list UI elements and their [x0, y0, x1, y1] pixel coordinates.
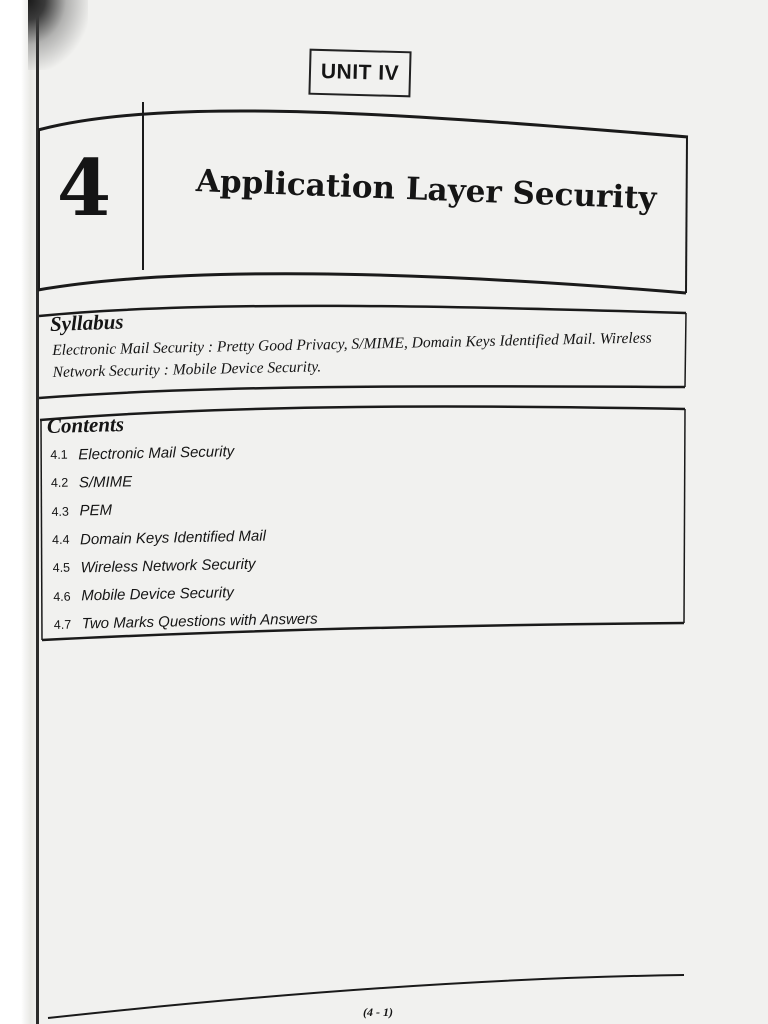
unit-label: UNIT IV	[320, 59, 400, 86]
syllabus-frame-top	[39, 306, 686, 316]
chapter-frame-bottom	[38, 274, 686, 293]
contents-item-number: 4.1	[50, 447, 68, 463]
contents-item-label: Wireless Network Security	[80, 555, 256, 577]
contents-frame-top	[40, 406, 685, 420]
contents-item-number: 4.3	[51, 504, 70, 519]
contents-item-label: PEM	[79, 501, 113, 520]
contents-item-label: Domain Keys Identified Mail	[79, 527, 267, 548]
syllabus-text: Electronic Mail Security : Pretty Good Privacy, S/MIME, Domain Keys Identified Mail. Wireless Network Security : Mobile Device Security.	[52, 329, 652, 381]
chapter-number: 4	[56, 143, 112, 234]
contents-frame-right	[684, 409, 685, 623]
contents-item-number: 4.2	[50, 476, 69, 491]
contents-item-label: Electronic Mail Security	[78, 442, 235, 464]
contents-item-number: 4.7	[53, 617, 72, 632]
contents-item-label: Two Marks Questions with Answers	[81, 610, 318, 633]
contents-item-number: 4.6	[53, 589, 71, 604]
contents-list	[50, 432, 474, 639]
contents-item-number: 4.5	[52, 560, 71, 576]
chapter-title: Application Layer Security	[195, 163, 658, 217]
contents-item-number: 4.4	[51, 532, 70, 548]
syllabus-frame-bottom	[39, 386, 685, 398]
contents-item-label: Mobile Device Security	[81, 584, 234, 605]
contents-frame-left	[41, 420, 42, 640]
chapter-frame-top	[38, 111, 688, 137]
syllabus-heading: Syllabus	[49, 309, 124, 336]
contents-heading: Contents	[46, 411, 125, 438]
contents-item-label: S/MIME	[78, 473, 133, 492]
syllabus-frame-right	[685, 313, 686, 387]
page-number: (4 - 1)	[363, 1005, 393, 1019]
chapter-frame-right	[686, 137, 687, 293]
